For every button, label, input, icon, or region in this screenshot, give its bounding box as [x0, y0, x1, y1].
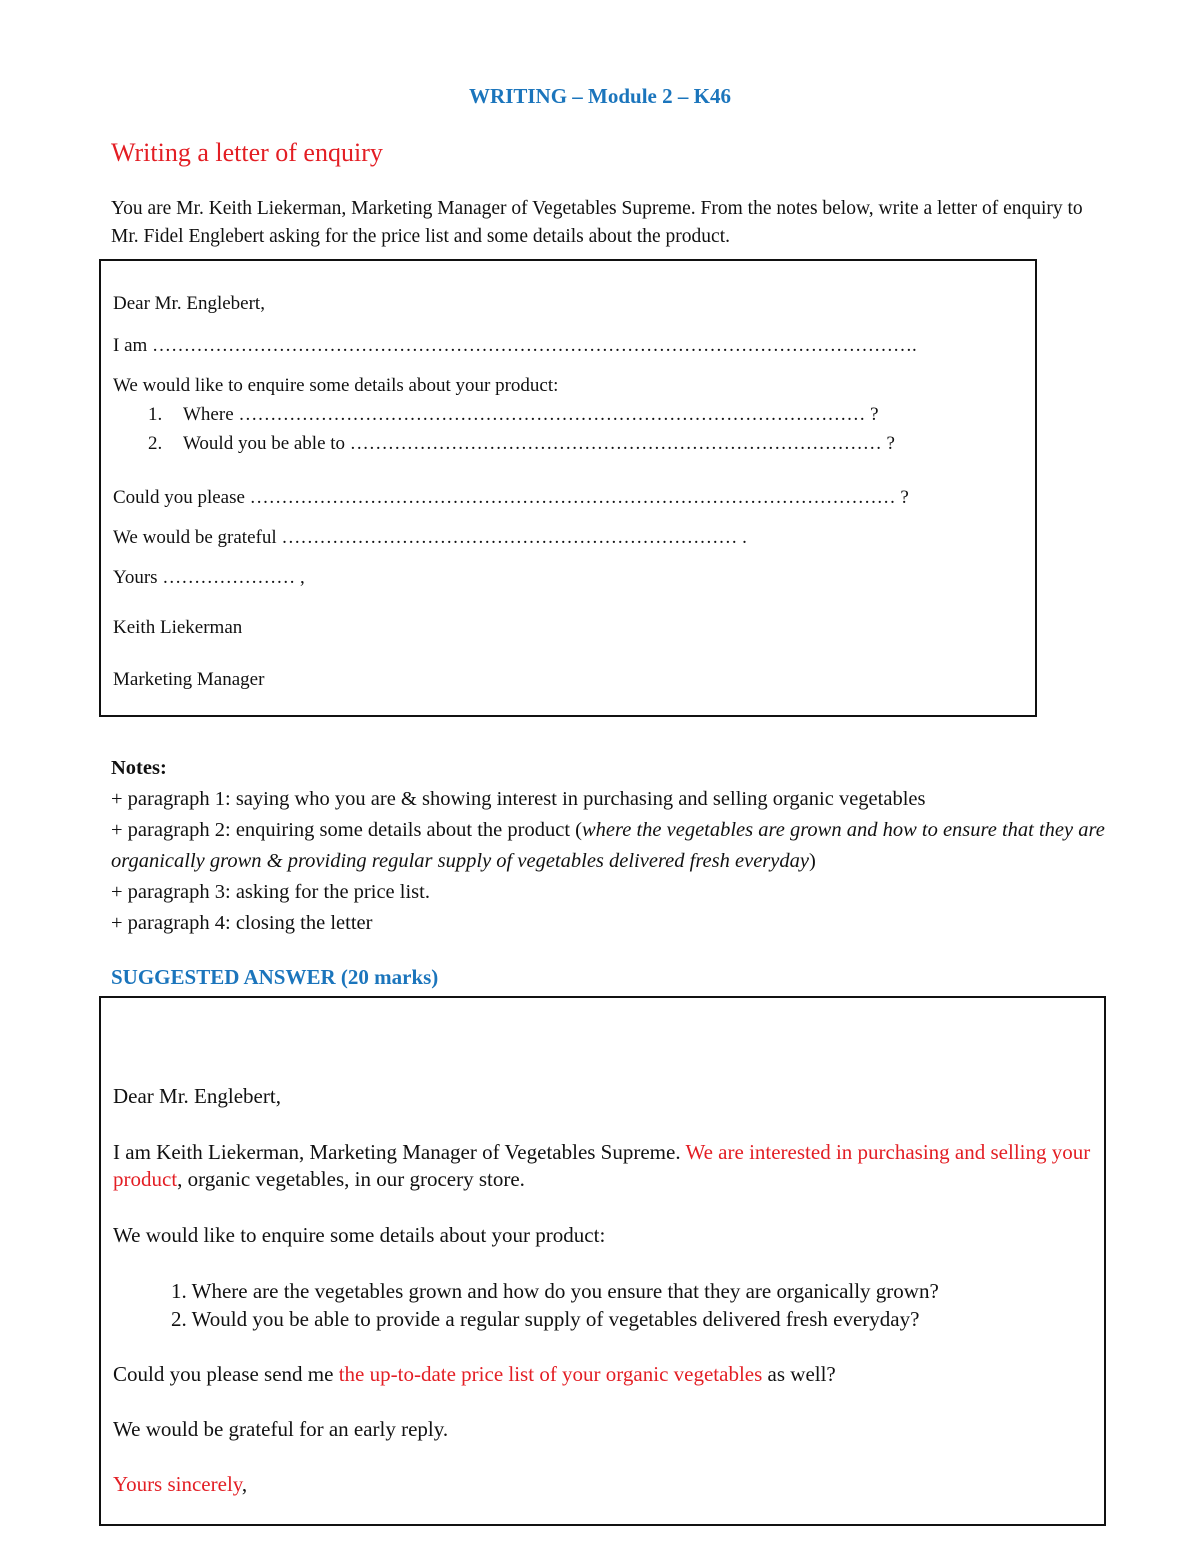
answer-paragraph-1 — [113, 1139, 1103, 1193]
answer-highlight: the up-to-date price list of your organic vegetables — [338, 1362, 763, 1386]
note-paragraph-2 — [111, 815, 1111, 877]
answer-text: , organic vegetables, in our grocery store. — [177, 1167, 525, 1191]
answer-item-1: 1. Where are the vegetables grown and how do you ensure that they are organically grown? — [171, 1279, 939, 1303]
template-name: Keith Liekerman — [113, 617, 243, 638]
answer-text: , — [241, 1472, 248, 1496]
section-subtitle: Writing a letter of enquiry — [111, 138, 383, 167]
item-number: 2. — [148, 433, 163, 454]
answer-closing — [113, 1471, 1103, 1498]
answer-could — [113, 1361, 1103, 1388]
template-line-grateful: We would be grateful ……………………………………………………………… . — [113, 527, 747, 548]
page-title: WRITING – Module 2 – K46 — [469, 84, 731, 108]
answer-enquire: We would like to enquire some details about your product: — [113, 1223, 606, 1247]
template-line-could: Could you please ………………………………………………………………………………………… ? — [113, 487, 909, 508]
notes-heading: Notes: — [111, 757, 167, 779]
answer-highlight: We are interested in purchasing and selling your product — [113, 1140, 1091, 1191]
template-line-yours: Yours ………………… , — [113, 567, 305, 588]
note-italic-text: where the vegetables are grown and how to ensure that they are organically grown & providing regular supply of vegetables delivered fresh everyday — [111, 819, 1105, 872]
item-number: 1. — [148, 404, 163, 425]
item-text: Where ……………………………………………………………………………………… ? — [183, 404, 879, 425]
note-paragraph-1: + paragraph 1: saying who you are & showing interest in purchasing and selling organic vegetables — [111, 788, 926, 810]
template-greeting: Dear Mr. Englebert, — [113, 293, 265, 314]
note-text: ) — [808, 850, 816, 872]
note-text: + paragraph 2: enquiring some details about the product ( — [111, 819, 582, 841]
answer-text: Could you please send me — [113, 1362, 339, 1386]
note-paragraph-3: + paragraph 3: asking for the price list. — [111, 881, 430, 903]
answer-text: I am Keith Liekerman, Marketing Manager of Vegetables Supreme. — [113, 1140, 686, 1164]
template-item-2 — [148, 433, 895, 455]
notes-section — [111, 753, 1111, 939]
answer-grateful: We would be grateful for an early reply. — [113, 1417, 449, 1441]
suggested-answer-heading: SUGGESTED ANSWER (20 marks) — [111, 965, 439, 989]
letter-template-box — [99, 259, 1037, 717]
answer-item-2: 2. Would you be able to provide a regular supply of vegetables delivered fresh everyday? — [171, 1307, 920, 1331]
note-paragraph-4: + paragraph 4: closing the letter — [111, 912, 373, 934]
template-line-iam: I am …………………………………………………………………………………………………………. — [113, 335, 917, 356]
answer-highlight: Yours sincerely — [113, 1472, 242, 1496]
answer-text: as well? — [762, 1362, 836, 1386]
item-text: Would you be able to ………………………………………………………………………… ? — [183, 433, 895, 454]
template-role: Marketing Manager — [113, 669, 265, 690]
task-instructions: You are Mr. Keith Liekerman, Marketing Manager of Vegetables Supreme. From the notes below, write a letter of enquiry to Mr. Fidel Englebert asking for the price list and some details about the product. — [111, 198, 1083, 247]
answer-greeting: Dear Mr. Englebert, — [113, 1084, 281, 1108]
suggested-answer-box — [99, 996, 1106, 1526]
template-line-enquire: We would like to enquire some details about your product: — [113, 375, 559, 396]
template-item-1 — [148, 404, 879, 426]
